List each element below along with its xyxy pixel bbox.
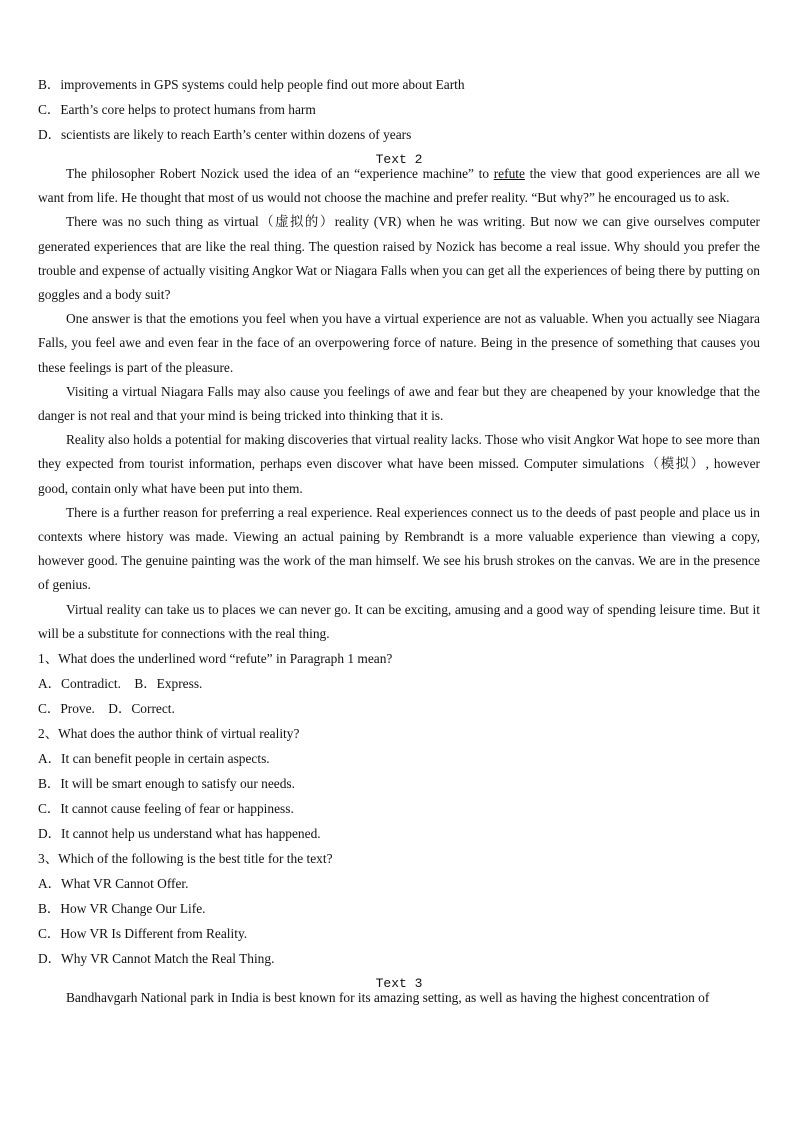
text2-paragraph-2: There was no such thing as virtual（虚拟的）reality (VR) when he was writing. But now we can give ourselves computer generated experiences that are like the real thing. The question raised by Nozick has become a real issue. Why should you prefer the trouble and expense of actually visiting Angkor Wat or Niagara Falls when you can get all the experiences of being there by putting on goggles and a body suit? [38, 214, 760, 303]
q2-option-a: A．It can benefit people in certain aspects. [38, 751, 270, 767]
option-d: D．scientists are likely to reach Earth’s center within dozens of years [38, 127, 412, 142]
q3-option-d: D．Why VR Cannot Match the Real Thing. [38, 951, 275, 967]
q3-option-b: B．How VR Change Our Life. [38, 901, 206, 917]
underlined-word: refute [493, 166, 525, 181]
q2-option-c: C．It cannot cause feeling of fear or happiness. [38, 801, 294, 817]
text3-paragraph-1: Bandhavgarh National park in India is best known for its amazing setting, as well as having the highest concentration of [66, 990, 710, 1006]
p1-after: the view that good experiences are all we want from life. He thought that most of us would not choose the machine and prefer reality. “But why?” he encouraged us to ask. [38, 166, 760, 206]
text2-paragraph-5: Reality also holds a potential for making discoveries that virtual reality lacks. Those who visit Angkor Wat hope to see more than they expected from tourist information, perhaps even discover what have been missed. Computer simulations（模拟）, however good, contain only what have been put into them. [38, 432, 760, 496]
text2-paragraph-1 [38, 162, 760, 210]
question-3: 3、Which of the following is the best title for the text? [38, 851, 333, 867]
text2-heading: Text 2 [375, 152, 423, 167]
q3-option-a: A．What VR Cannot Offer. [38, 876, 189, 892]
text2-paragraph-4: Visiting a virtual Niagara Falls may also cause you feelings of awe and fear but they are cheapened by your knowledge that the danger is not real and that your mind is being tricked into thinking that it is. [38, 383, 760, 424]
q3-option-c: C．How VR Is Different from Reality. [38, 926, 248, 942]
option-c: C．Earth’s core helps to protect humans from harm [38, 102, 316, 117]
q1-options-cd: C．Prove. D．Correct. [38, 701, 175, 717]
text3-heading: Text 3 [375, 976, 423, 992]
question-1: 1、What does the underlined word “refute” in Paragraph 1 mean? [38, 651, 393, 667]
document-page [38, 72, 760, 1010]
option-b: B．improvements in GPS systems could help people find out more about Earth [38, 77, 465, 92]
q2-option-b: B．It will be smart enough to satisfy our needs. [38, 776, 295, 792]
text2-paragraph-7: Virtual reality can take us to places we can never go. It can be exciting, amusing and a good way of spending leisure time. But it will be a substitute for connections with the real thing. [38, 601, 760, 641]
text2-paragraph-3: One answer is that the emotions you feel when you have a virtual experience are not as valuable. When you actually see Niagara Falls, you feel awe and even fear in the face of an overpowering force of nature. Being in the presence of something that causes you these feelings is part of the pleasure. [38, 311, 760, 375]
q1-options-ab: A．Contradict. B．Express. [38, 676, 203, 692]
q2-option-d: D．It cannot help us understand what has happened. [38, 826, 321, 842]
text2-paragraph-6: There is a further reason for preferring a real experience. Real experiences connect us to the deeds of past people and place us in contexts where history was made. Viewing an actual paining by Rembrandt is a more valuable experience than viewing a copy, however good. The genuine painting was the work of the man himself. We see his brush strokes on the canvas. We are in the presence of genius. [38, 504, 760, 593]
p1-before: The philosopher Robert Nozick used the idea of an “experience machine” to [66, 166, 494, 181]
question-2: 2、What does the author think of virtual reality? [38, 726, 300, 742]
